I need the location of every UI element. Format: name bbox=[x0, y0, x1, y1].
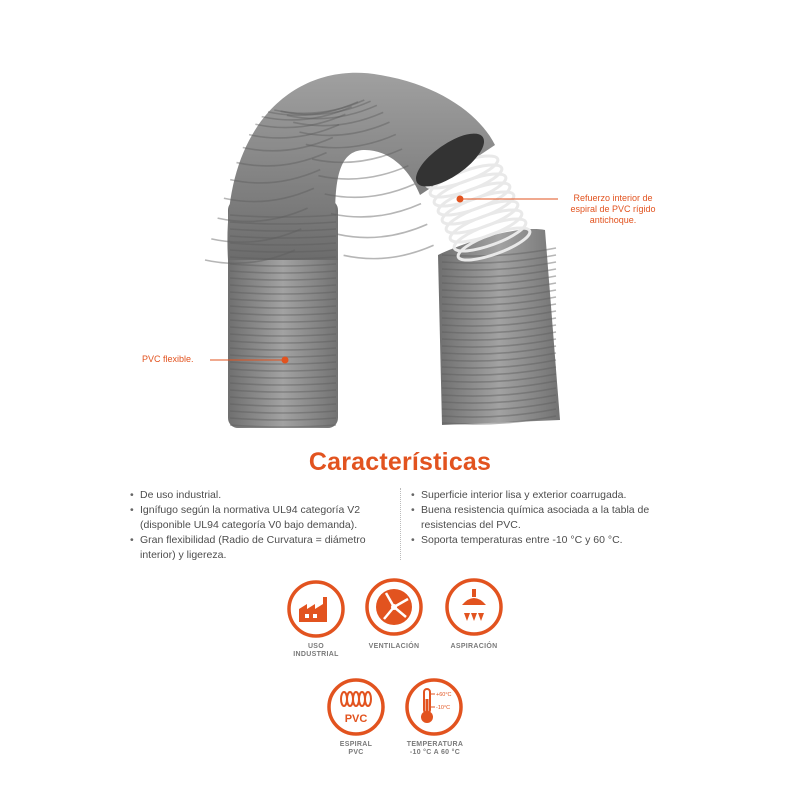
icon-label-line2: INDUSTRIAL bbox=[293, 651, 339, 658]
callout-dot-reinforcement bbox=[457, 196, 464, 203]
feature-item: • De uso industrial. bbox=[128, 488, 393, 503]
svg-text:-10°C: -10°C bbox=[436, 705, 451, 711]
callout-dot-pvc bbox=[282, 357, 289, 364]
icon-label-line1: ASPIRACIÓN bbox=[450, 643, 498, 650]
suction-icon bbox=[444, 577, 504, 637]
icon-label-line1: VENTILACIÓN bbox=[368, 643, 420, 650]
features-left bbox=[128, 488, 393, 563]
icon-label-line2: PVC bbox=[348, 749, 364, 756]
icon-label-line1: TEMPERATURA bbox=[406, 741, 464, 748]
feature-item: • Buena resistencia química asociada a la tabla de resistencias del PVC. bbox=[409, 503, 674, 533]
section-title: Características bbox=[308, 448, 492, 476]
factory-icon bbox=[286, 579, 346, 639]
svg-text:PVC: PVC bbox=[344, 713, 368, 725]
spiral-icon bbox=[326, 677, 386, 737]
icon-label-line1: ESPIRAL bbox=[339, 741, 373, 748]
column-divider bbox=[400, 488, 401, 560]
feature-item: • Ignífugo según la normativa UL94 categoría V2 (disponible UL94 categoría V0 bajo demanda). bbox=[128, 503, 393, 533]
callout-pvc: PVC flexible. bbox=[142, 354, 194, 364]
svg-text:+60°C: +60°C bbox=[436, 692, 452, 698]
icon-label-line2: -10 °C A 60 °C bbox=[409, 749, 461, 756]
features-right bbox=[409, 488, 674, 548]
fan-icon bbox=[364, 577, 424, 637]
feature-item: • Gran flexibilidad (Radio de Curvatura = diámetro interior) y ligereza. bbox=[128, 533, 393, 563]
icon-label-line1: USO bbox=[307, 643, 325, 650]
thermometer-icon bbox=[404, 677, 464, 737]
feature-item: • Superficie interior lisa y exterior coarrugada. bbox=[409, 488, 674, 503]
callout-reinforcement: Refuerzo interior de espiral de PVC rígido antichoque. bbox=[570, 193, 656, 225]
feature-item: • Soporta temperaturas entre -10 °C y 60 °C. bbox=[409, 533, 674, 548]
